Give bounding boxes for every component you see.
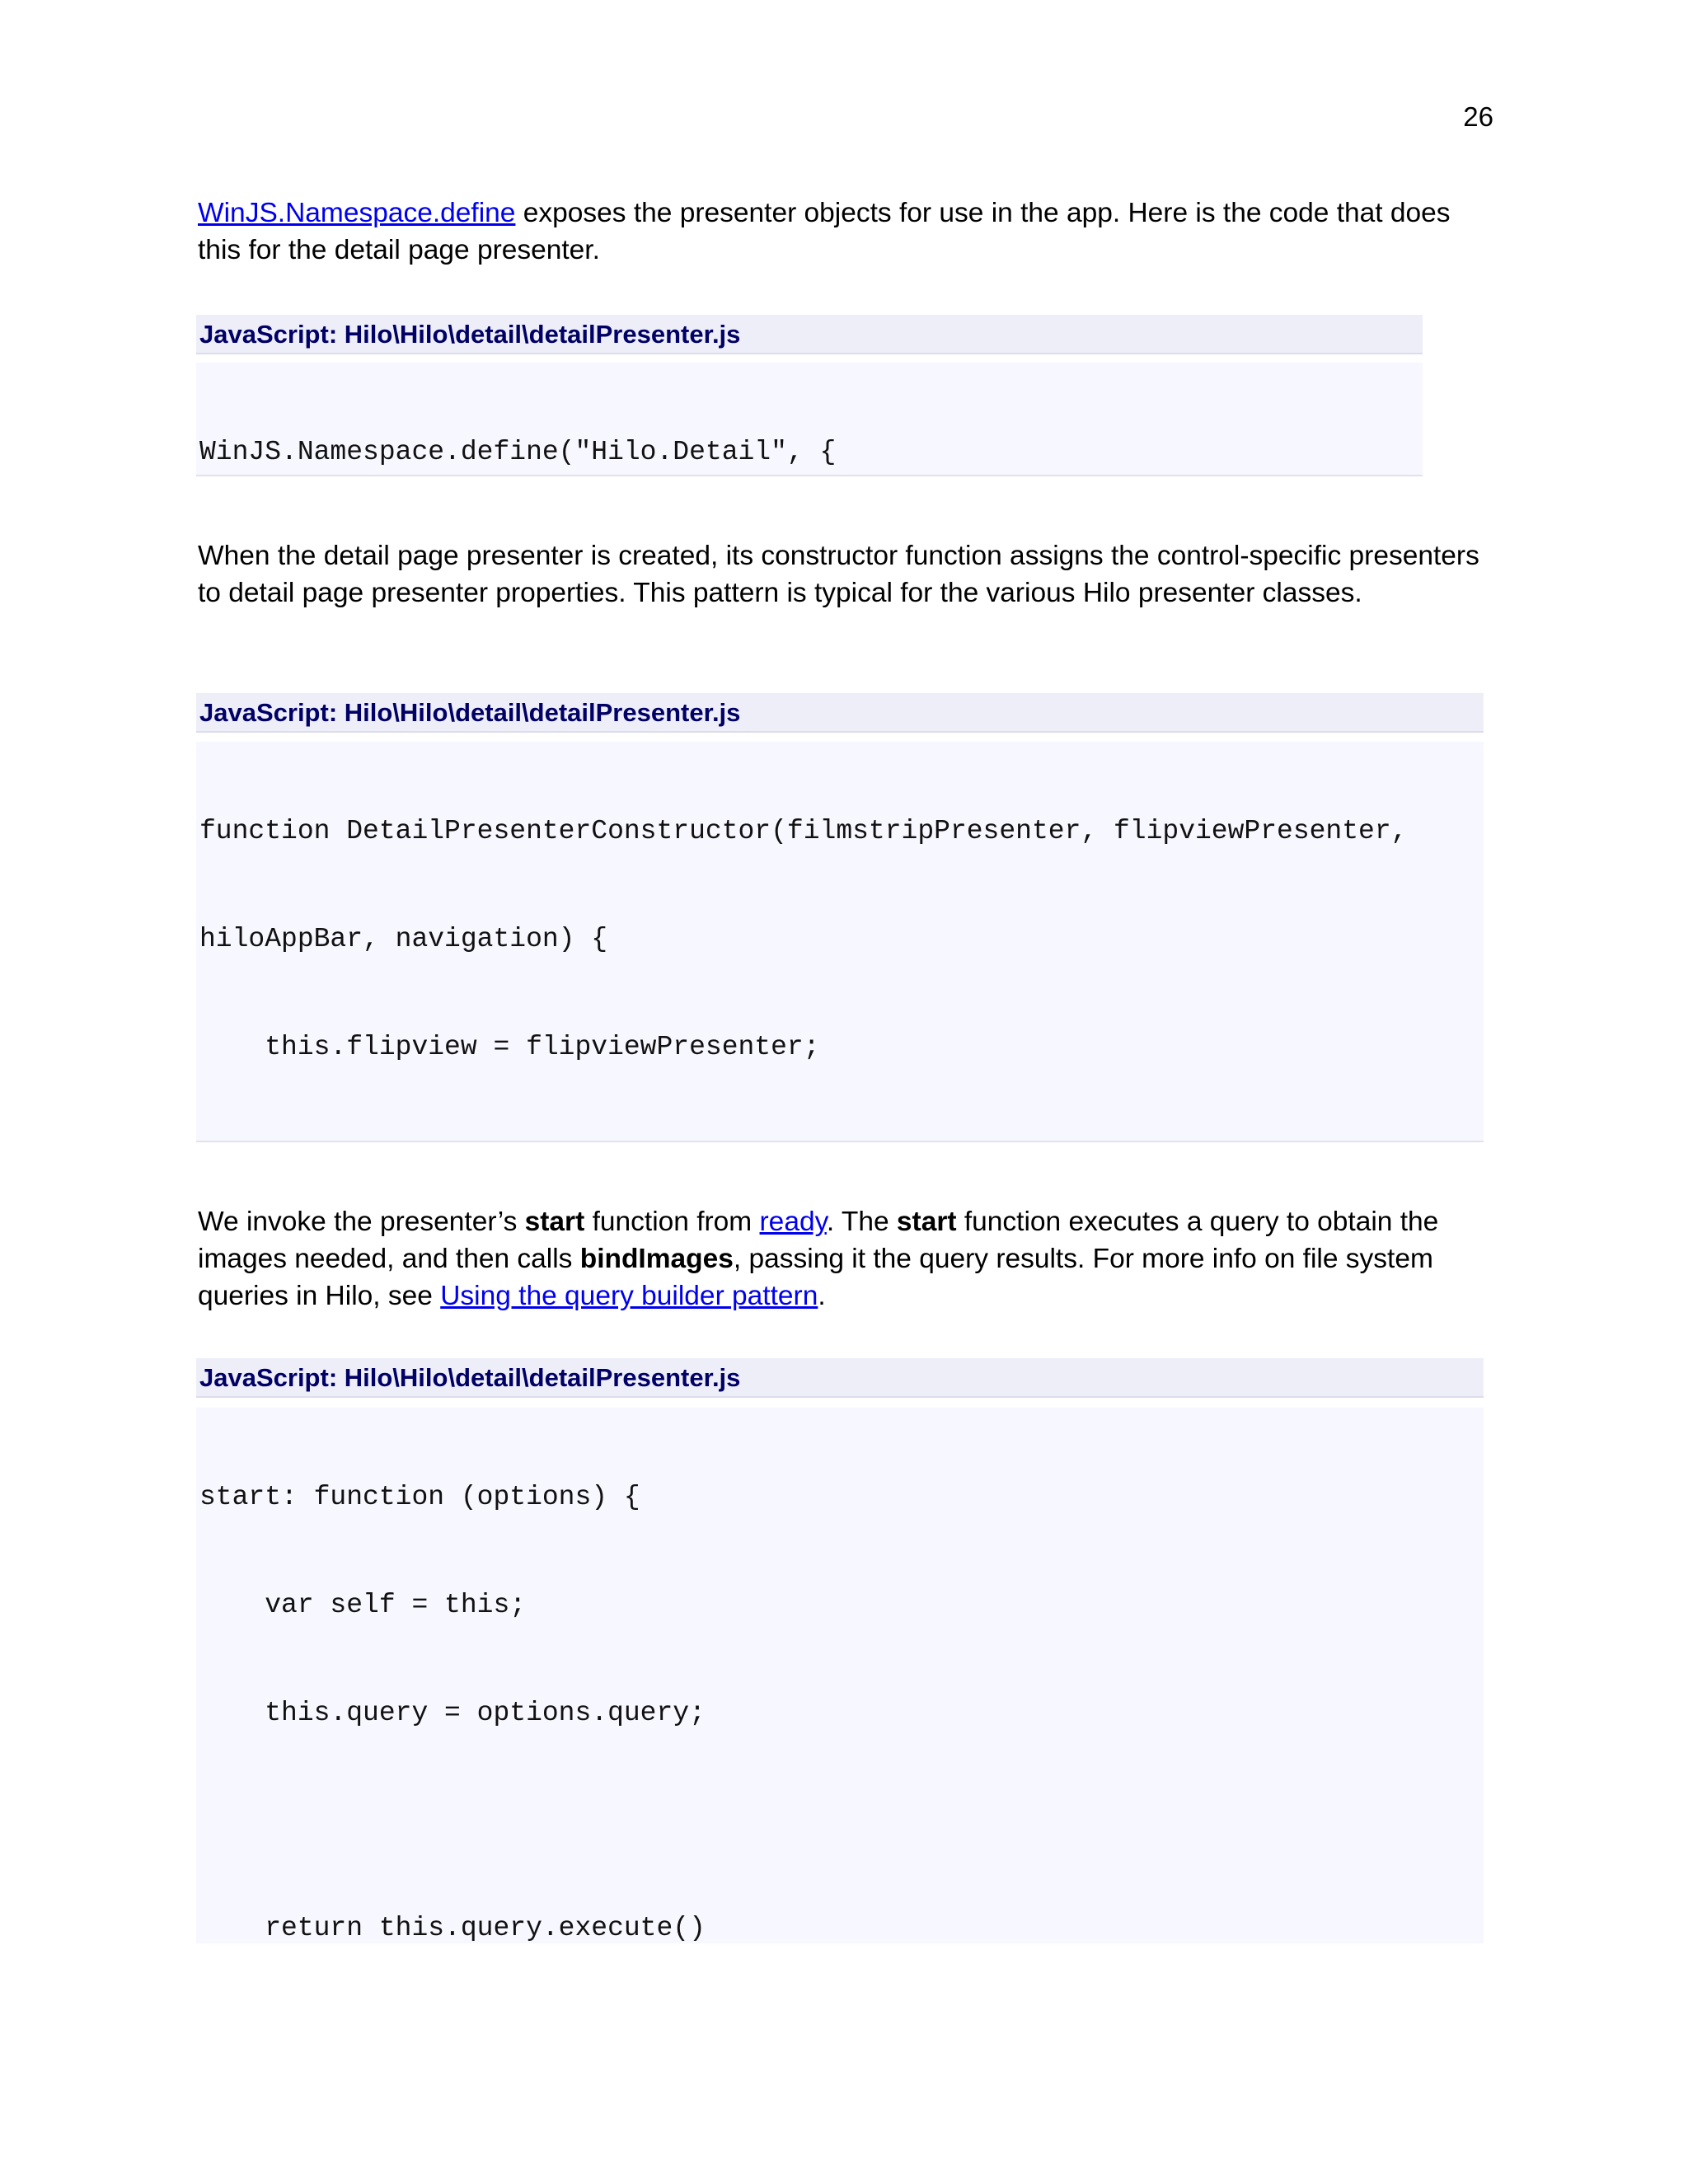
code-line: WinJS.Namespace.define("Hilo.Detail", {	[199, 437, 837, 468]
page-number: 26	[1463, 101, 1493, 132]
constructor-paragraph: When the detail page presenter is created, its constructor function assigns the control-specific presenters to detail page presenter properties. This pattern is typical for the various Hilo presenter classes.	[198, 541, 1479, 608]
code-caption-3: JavaScript: Hilo\Hilo\detail\detailPresenter.js	[196, 1358, 1484, 1398]
intro-paragraph	[198, 194, 1484, 269]
intro-paragraph-text: exposes the presenter objects for use in the app. Here is the code that does this for the detail page presenter.	[198, 198, 1451, 265]
query-builder-pattern-link[interactable]: Using the query builder pattern	[440, 1281, 818, 1311]
code-line: start: function (options) {	[199, 1482, 640, 1513]
code-caption-1: JavaScript: Hilo\Hilo\detail\detailPresenter.js	[196, 315, 1423, 354]
ready-link[interactable]: ready	[759, 1207, 827, 1237]
code-line	[199, 1803, 1484, 1840]
start-keyword: start	[524, 1207, 585, 1237]
code-block-2	[196, 742, 1484, 1142]
winjs-namespace-define-link[interactable]: WinJS.Namespace.define	[198, 198, 516, 228]
text-run: function from	[584, 1207, 760, 1237]
start-function-paragraph	[198, 1203, 1484, 1315]
code-block-1	[196, 363, 1423, 476]
bind-images-keyword: bindImages	[579, 1244, 734, 1274]
text-run: .	[818, 1281, 826, 1311]
code-line	[199, 1137, 1484, 1142]
code-line: this.flipview = flipviewPresenter;	[199, 1031, 820, 1062]
text-run: , passing it the query results. For more info on file system queries in Hilo, see	[198, 1244, 1433, 1311]
code-block-3	[196, 1408, 1484, 1943]
code-line: hiloAppBar, navigation) {	[199, 923, 608, 954]
code-caption-2: JavaScript: Hilo\Hilo\detail\detailPresenter.js	[196, 693, 1484, 733]
code-line: var self = this;	[199, 1589, 527, 1620]
text-run: We invoke the presenter’s	[198, 1207, 525, 1237]
code-line: function DetailPresenterConstructor(filmstripPresenter, flipviewPresenter,	[199, 816, 1408, 847]
code-line: return this.query.execute()	[199, 1913, 706, 1943]
code-line: this.query = options.query;	[199, 1697, 706, 1728]
text-run: function executes a query to obtain the images needed, and then calls	[198, 1207, 1439, 1274]
start-keyword: start	[896, 1207, 957, 1237]
text-run: . The	[826, 1207, 897, 1237]
